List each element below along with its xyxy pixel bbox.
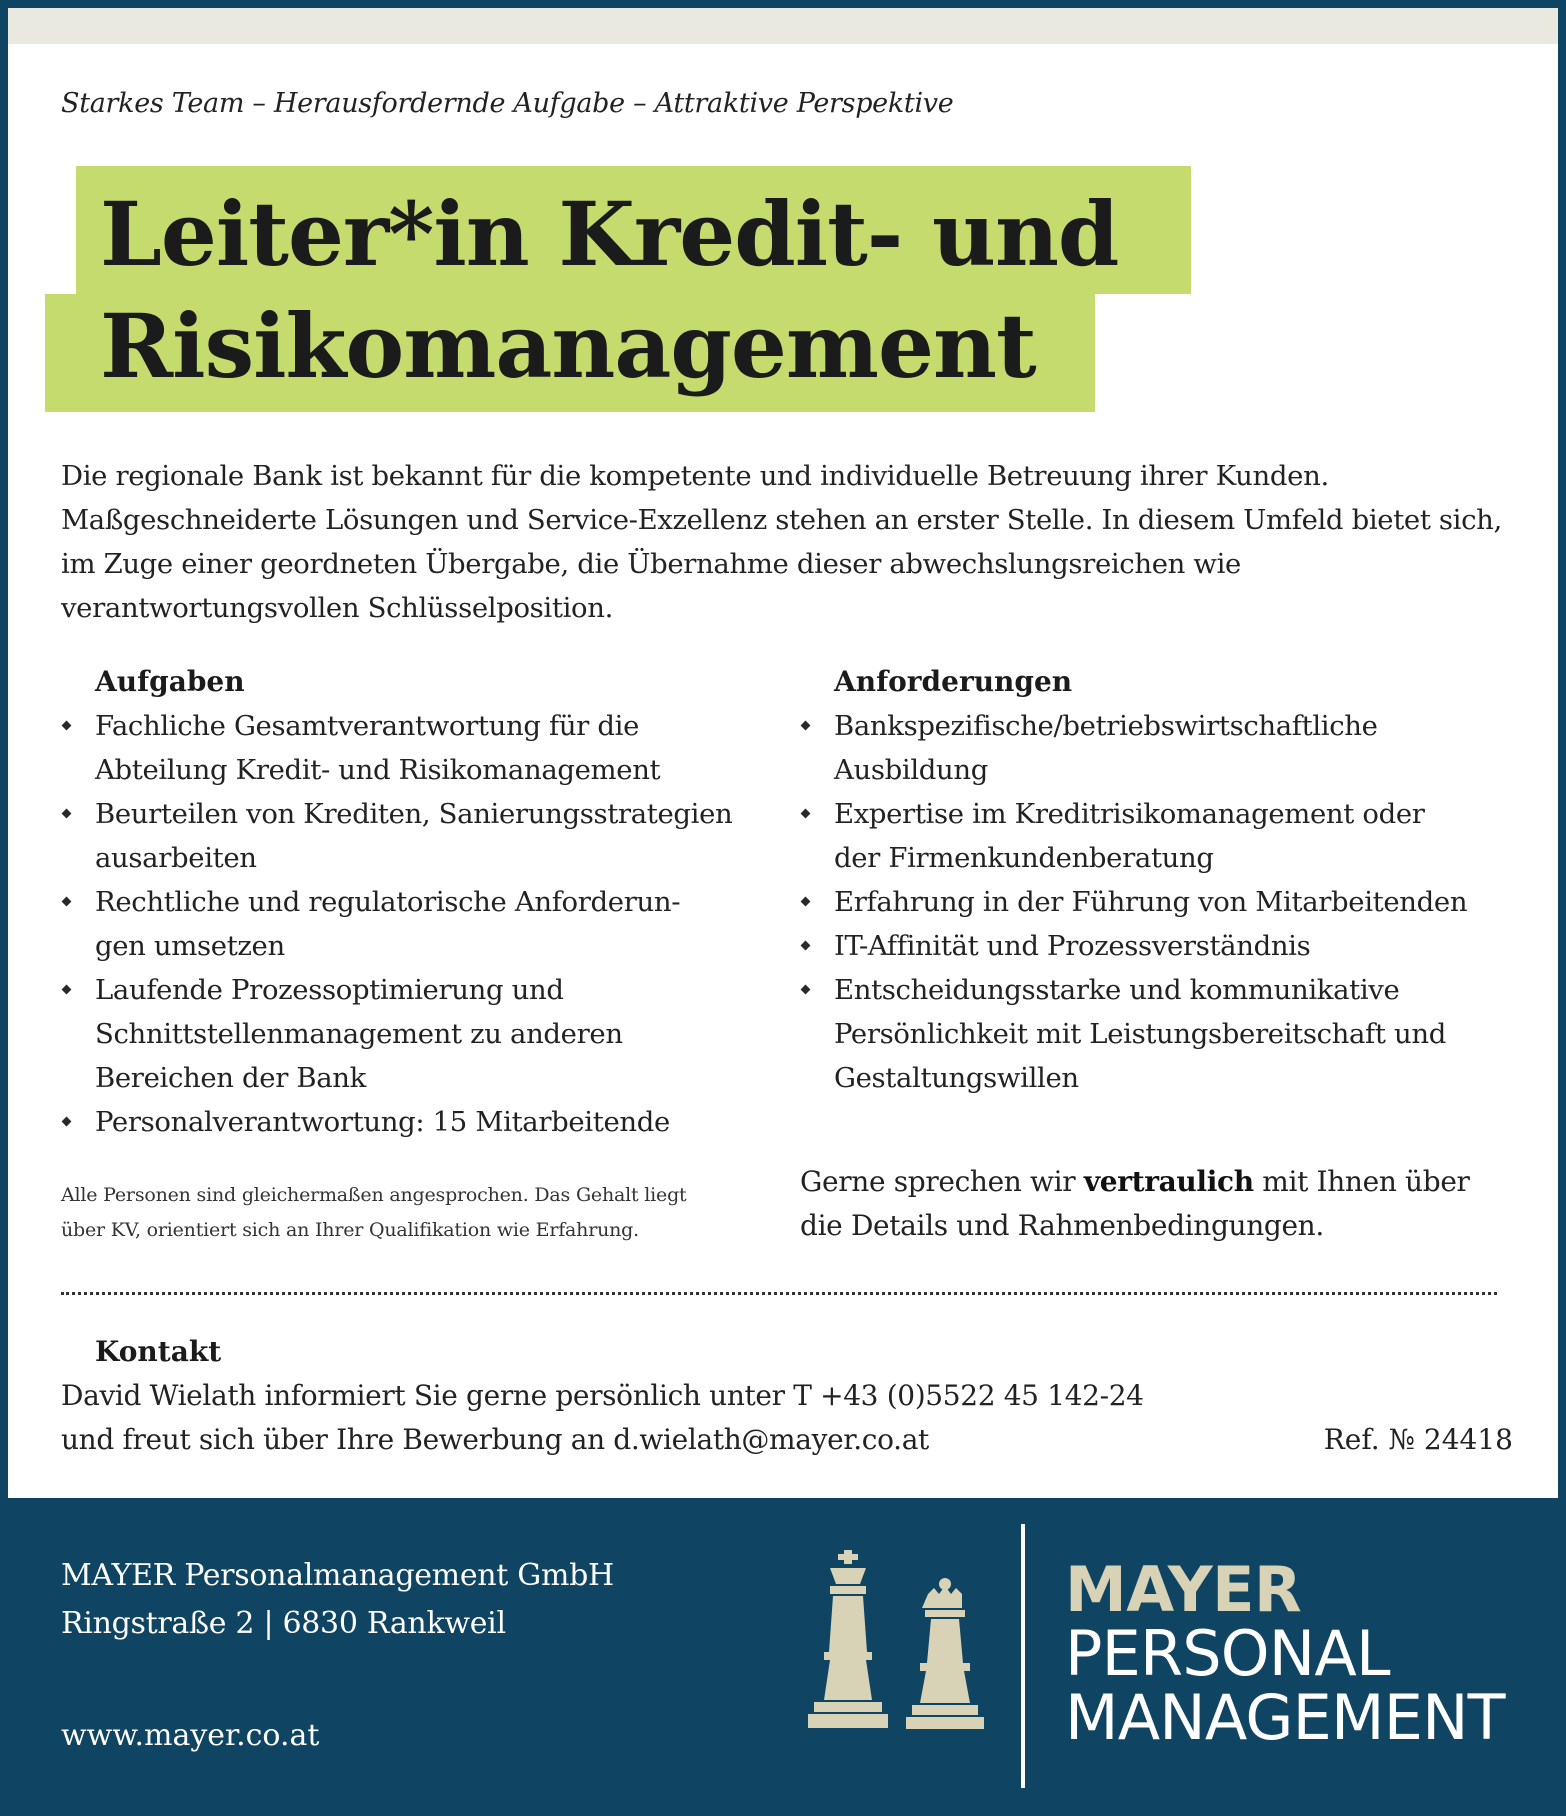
diamond-bullet-icon (62, 897, 72, 907)
list-item: Laufende Prozessoptimierung und Schnittstellenmanagement zu anderen Bereichen der Bank (61, 968, 781, 1100)
intro-paragraph: Die regionale Bank ist bekannt für die kompetente und individuelle Betreuung ihrer Kunden. Maßgeschneiderte Lösungen und Service-Exzellenz stehen an erster Stelle. In diesem Umfeld bietet sich, im Zuge einer geordneten Übergabe, die Übernahme dieser abwechslungsreichen wie verantwortungsvollen Schlüsselposition. (61, 460, 1502, 624)
diamond-bullet-icon (62, 1117, 72, 1127)
list-item: Beurteilen von Krediten, Sanierungsstrategien ausarbeiten (61, 792, 781, 880)
diamond-bullet-icon (801, 809, 811, 819)
tagline: Starkes Team – Herausfordernde Aufgabe – Attraktive Perspektive (61, 88, 954, 119)
footer-address (61, 1552, 614, 1648)
brand-line-2: PERSONAL (1065, 1617, 1390, 1690)
mayer-logo (1065, 1553, 1505, 1754)
list-item: Entscheidungsstarke und kommunikative Persönlichkeit mit Leistungsbereitschaft und Gestaltungswillen (800, 968, 1540, 1100)
footer-divider (1021, 1524, 1025, 1788)
list-item: Erfahrung in der Führung von Mitarbeitenden (800, 880, 1540, 924)
diamond-bullet-icon (801, 897, 811, 907)
anforderungen-list (800, 704, 1540, 1100)
list-item: Personalverantwortung: 15 Mitarbeitende (61, 1100, 781, 1144)
chess-king-icon (808, 1550, 888, 1728)
kontakt-heading: Kontakt (95, 1335, 222, 1368)
anforderungen-section (800, 660, 1540, 1100)
anforderungen-heading: Anforderungen (834, 665, 1073, 698)
kontakt-line-2[interactable]: und freut sich über Ihre Bewerbung an d.wielath@mayer.co.at (61, 1423, 929, 1456)
street-address: Ringstraße 2 | 6830 Rankweil (61, 1606, 506, 1641)
job-title-line-1: Leiter*in Kredit- und (76, 166, 1191, 294)
brand-line-1: MAYER (1065, 1553, 1302, 1626)
diamond-bullet-icon (801, 721, 811, 731)
diamond-bullet-icon (801, 985, 811, 995)
top-strip (8, 8, 1558, 44)
diamond-bullet-icon (62, 985, 72, 995)
kontakt-text (61, 1374, 1261, 1462)
chess-pieces-icon (800, 1550, 990, 1750)
aufgaben-heading: Aufgaben (95, 665, 245, 698)
list-item: Bankspezifische/betriebswirtschaftliche Ausbildung (800, 704, 1540, 792)
website-link[interactable]: www.mayer.co.at (61, 1718, 320, 1753)
dotted-divider (61, 1292, 1497, 1295)
closing-text: Gerne sprechen wir vertraulich mit Ihnen über die Details und Rahmenbedingungen. (800, 1165, 1470, 1242)
aufgaben-list (61, 704, 781, 1144)
brand-line-3: MANAGEMENT (1065, 1681, 1505, 1754)
aufgaben-section (61, 660, 781, 1144)
company-name: MAYER Personalmanagement GmbH (61, 1558, 614, 1593)
list-item: Rechtliche und regulatorische Anforderun- gen umsetzen (61, 880, 781, 968)
list-item: Fachliche Gesamtverantwortung für die Abteilung Kredit- und Risikomanagement (61, 704, 781, 792)
list-item: Expertise im Kreditrisikomanagement oder der Firmenkundenberatung (800, 792, 1540, 880)
diamond-bullet-icon (62, 721, 72, 731)
job-title-line-2: Risikomanagement (45, 294, 1095, 412)
list-item: IT-Affinität und Prozessverständnis (800, 924, 1540, 968)
diamond-bullet-icon (801, 941, 811, 951)
diamond-bullet-icon (62, 809, 72, 819)
chess-queen-icon (906, 1578, 984, 1729)
reference-number: Ref. № 24418 (1323, 1423, 1513, 1456)
kontakt-line-1: David Wielath informiert Sie gerne persönlich unter T +43 (0)5522 45 142-24 (61, 1379, 1144, 1412)
closing-bold: vertraulich (1083, 1165, 1254, 1198)
fineprint-note: Alle Personen sind gleichermaßen angesprochen. Das Gehalt liegt über KV, orientiert sich an Ihrer Qualifikation wie Erfahrung. (61, 1184, 687, 1241)
